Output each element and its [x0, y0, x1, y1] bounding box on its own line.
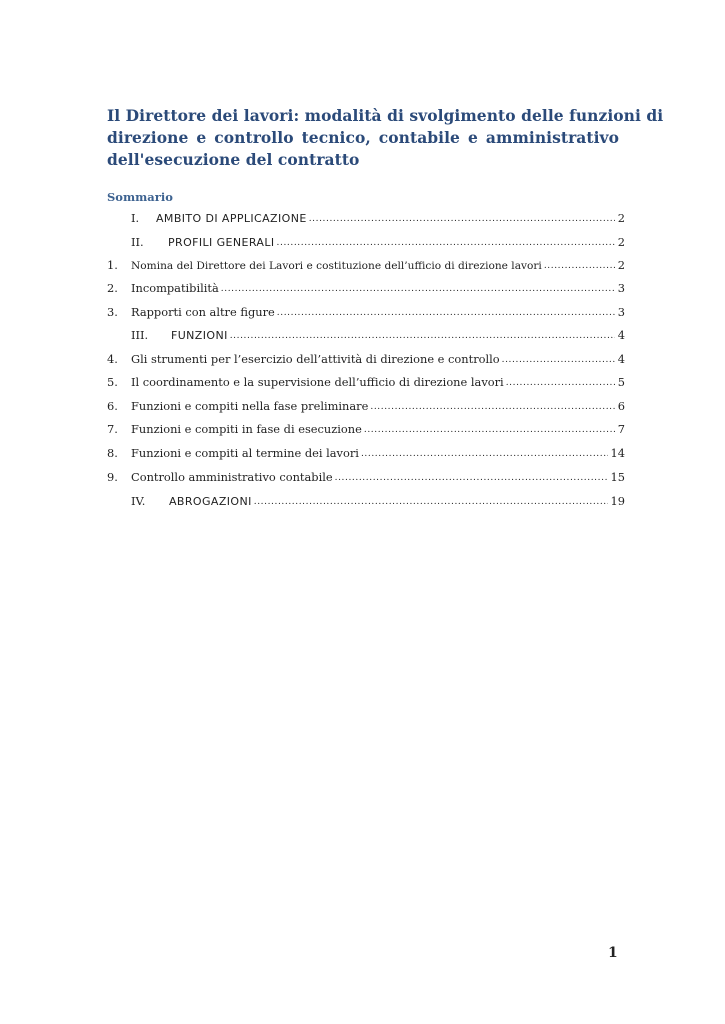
summary-heading: Sommario [107, 190, 173, 204]
toc-entry-page: 2 [617, 235, 625, 249]
toc-dot-leader [502, 350, 615, 370]
toc-entry-page: 4 [617, 352, 625, 366]
toc-entry-page: 19 [610, 494, 625, 508]
toc-entry-number: 5. [107, 375, 118, 389]
toc-entry-page: 4 [617, 328, 625, 342]
toc-entry-label: Funzioni e compiti al termine dei lavori [131, 446, 359, 460]
toc-entry-label: ABROGAZIONI [169, 495, 252, 508]
toc-entry-label: Funzioni e compiti nella fase preliminare [131, 399, 369, 413]
toc-entry-abrogazioni[interactable] [131, 491, 625, 511]
toc-entry-label: Funzioni e compiti in fase di esecuzione [131, 422, 362, 436]
toc-dot-leader [277, 233, 615, 253]
toc-entry-page: 14 [610, 446, 625, 460]
toc-entry-number: I. [131, 211, 140, 225]
toc-entry-funzioni[interactable] [131, 325, 625, 345]
toc-dot-leader [230, 326, 615, 346]
toc-dot-leader [544, 256, 615, 276]
toc-entry-number: III. [131, 328, 149, 342]
toc-entry-number: 9. [107, 470, 118, 484]
toc-entry-number: II. [131, 235, 144, 249]
toc-dot-leader [506, 373, 615, 393]
toc-entry-rapporti[interactable] [107, 302, 625, 322]
page-number: 1 [608, 945, 618, 961]
toc-entry-incompatibilita[interactable] [107, 278, 625, 298]
toc-entry-label: FUNZIONI [171, 329, 228, 342]
toc-entry-label: Controllo amministrativo contabile [131, 470, 333, 484]
toc-dot-leader [309, 209, 615, 229]
toc-entry-number: 2. [107, 281, 118, 295]
toc-entry-fase-esecuzione[interactable] [107, 419, 625, 439]
document-title [107, 105, 664, 171]
toc-dot-leader [277, 303, 615, 323]
toc-entry-coordinamento[interactable] [107, 372, 625, 392]
toc-entry-number: 3. [107, 305, 118, 319]
toc-entry-label: Gli strumenti per l’esercizio dell’attività di direzione e controllo [131, 352, 500, 366]
toc-entry-strumenti[interactable] [107, 349, 625, 369]
toc-entry-number: IV. [131, 494, 146, 508]
toc-entry-page: 5 [617, 375, 625, 389]
toc-entry-label: PROFILI GENERALI [168, 236, 275, 249]
toc-entry-page: 15 [610, 470, 625, 484]
toc-entry-fase-preliminare[interactable] [107, 396, 625, 416]
toc-entry-page: 6 [617, 399, 625, 413]
toc-dot-leader [364, 420, 615, 440]
toc-dot-leader [361, 444, 608, 464]
title-line: Il Direttore dei lavori: modalità di svolgimento delle funzioni di [107, 106, 664, 125]
toc-entry-label: AMBITO DI APPLICAZIONE [156, 212, 307, 225]
toc-dot-leader [254, 492, 608, 512]
toc-entry-number: 1. [107, 258, 118, 272]
toc-entry-page: 7 [617, 422, 625, 436]
toc-entry-profili-generali[interactable] [131, 232, 625, 252]
toc-entry-page: 2 [617, 211, 625, 225]
toc-entry-number: 7. [107, 422, 118, 436]
toc-entry-number: 4. [107, 352, 118, 366]
toc-entry-label: Incompatibilità [131, 281, 219, 295]
title-line: direzione e controllo tecnico, contabile e amministrativo [107, 128, 619, 147]
toc-entry-termine-lavori[interactable] [107, 443, 625, 463]
toc-dot-leader [221, 279, 615, 299]
toc-entry-controllo-amministrativo[interactable] [107, 467, 625, 487]
toc-entry-number: 6. [107, 399, 118, 413]
toc-entry-label: Il coordinamento e la supervisione dell’ufficio di direzione lavori [131, 375, 504, 389]
title-line: dell'esecuzione del contratto [107, 150, 360, 169]
toc-entry-number: 8. [107, 446, 118, 460]
toc-entry-page: 2 [617, 258, 625, 272]
toc-entry-page: 3 [617, 281, 625, 295]
toc-entry-label: Rapporti con altre figure [131, 305, 275, 319]
toc-entry-nomina[interactable] [107, 255, 625, 275]
toc-dot-leader [335, 468, 608, 488]
toc-dot-leader [370, 397, 614, 417]
toc-entry-page: 3 [617, 305, 625, 319]
toc-entry-label: Nomina del Direttore dei Lavori e costituzione dell’ufficio di direzione lavori [131, 260, 542, 272]
toc-entry-ambito[interactable] [131, 208, 625, 228]
